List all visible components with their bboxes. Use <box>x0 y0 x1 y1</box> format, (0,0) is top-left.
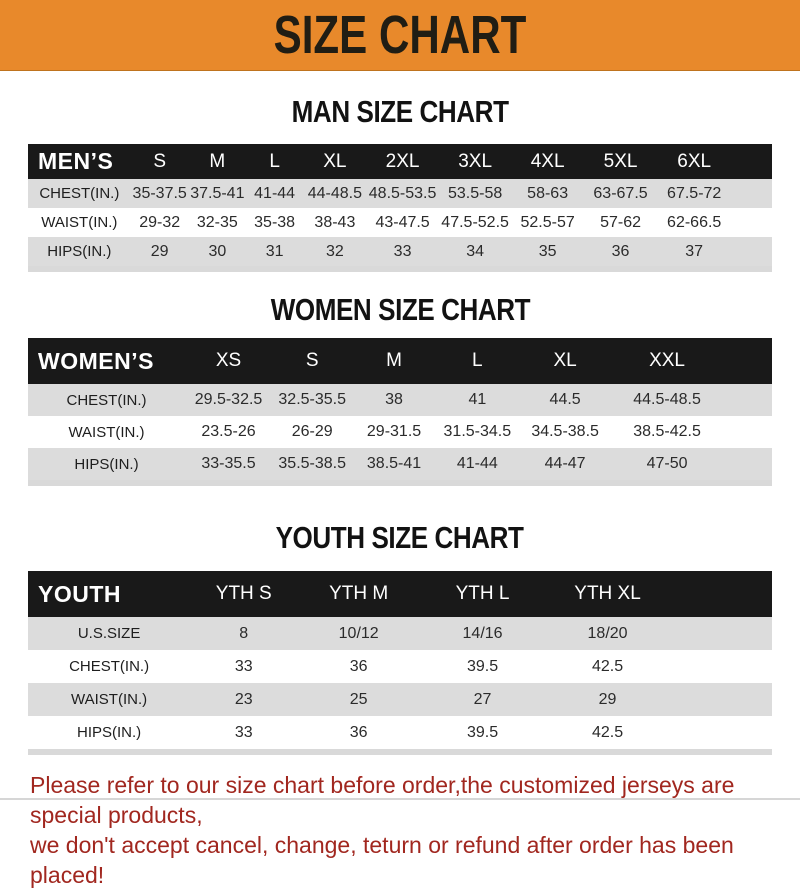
column-header: YTH XL <box>574 583 641 604</box>
size-value-cell: 18/20 <box>587 624 628 642</box>
column-header: XS <box>215 350 242 371</box>
size-value-cell: 37 <box>685 242 704 260</box>
youth-section-title <box>0 520 800 559</box>
size-value-cell: 32-35 <box>196 213 238 231</box>
column-header: L <box>472 350 483 371</box>
size-value-cell: 29-31.5 <box>366 423 422 440</box>
size-value-cell: 37.5-41 <box>190 184 245 202</box>
table-spacer-cell <box>731 144 772 179</box>
size-value-cell: 35 <box>538 242 557 260</box>
row-label: U.S.SIZE <box>77 625 141 642</box>
size-value-cell: 48.5-53.5 <box>368 184 437 202</box>
youth-size-table <box>28 571 772 755</box>
size-value-cell: 43-47.5 <box>375 213 430 231</box>
column-header: XL <box>323 150 347 172</box>
size-value-cell: 29-32 <box>139 213 181 231</box>
table-spacer-cell <box>670 617 772 650</box>
table-row <box>28 384 772 416</box>
size-value-cell: 47-50 <box>646 455 688 472</box>
size-value-cell: 44.5-48.5 <box>633 391 701 408</box>
section-title-text: YOUTH SIZE CHART <box>276 520 524 555</box>
size-value-cell: 31.5-34.5 <box>443 423 512 440</box>
table-header-label: MEN’S <box>38 148 114 174</box>
size-value-cell: 14/16 <box>462 624 503 642</box>
youth-size-chart-section <box>0 520 800 755</box>
size-value-cell: 42.5 <box>591 723 624 741</box>
women-section-title <box>0 292 800 331</box>
size-chart-sections <box>0 94 800 755</box>
table-spacer-cell <box>723 338 772 384</box>
size-value-cell: 36 <box>349 657 368 675</box>
column-header: YTH M <box>329 583 389 604</box>
size-value-cell: 23 <box>234 690 253 708</box>
table-row <box>28 179 772 208</box>
size-value-cell: 33-35.5 <box>201 455 256 472</box>
section-title-text: WOMEN SIZE CHART <box>270 292 530 327</box>
table-header-label: WOMEN’S <box>38 347 154 374</box>
table-row <box>28 716 772 752</box>
footer-note <box>0 770 800 890</box>
column-header: 4XL <box>530 150 565 172</box>
size-value-cell: 36 <box>611 242 630 260</box>
size-value-cell: 52.5-57 <box>520 213 575 231</box>
size-value-cell: 42.5 <box>591 657 624 675</box>
size-value-cell: 31 <box>265 242 284 260</box>
size-value-cell: 34 <box>466 242 484 260</box>
size-value-cell: 32.5-35.5 <box>278 391 346 408</box>
size-value-cell: 41 <box>468 391 487 408</box>
size-value-cell: 29 <box>150 242 169 260</box>
table-row <box>28 237 772 269</box>
women-size-table <box>28 338 772 486</box>
table-spacer-cell <box>670 716 772 752</box>
men-size-table <box>28 144 772 272</box>
table-spacer-cell <box>670 571 772 617</box>
row-label: WAIST(IN.) <box>41 214 118 231</box>
column-header: YTH L <box>455 583 510 604</box>
table-row <box>28 617 772 650</box>
size-value-cell: 36 <box>349 723 368 741</box>
size-value-cell: 23.5-26 <box>201 423 256 440</box>
column-header: L <box>269 150 280 172</box>
table-spacer-cell <box>731 208 772 237</box>
size-value-cell: 58-63 <box>527 184 569 202</box>
size-value-cell: 47.5-52.5 <box>441 213 509 231</box>
size-value-cell: 44-48.5 <box>307 184 363 202</box>
size-value-cell: 8 <box>239 624 249 642</box>
size-value-cell: 38.5-41 <box>366 455 422 472</box>
size-value-cell: 63-67.5 <box>593 184 648 202</box>
size-value-cell: 44.5 <box>549 391 581 408</box>
table-row <box>28 448 772 483</box>
column-header: XL <box>553 350 577 371</box>
men-size-chart-section <box>0 94 800 272</box>
table-row <box>28 650 772 683</box>
size-value-cell: 39.5 <box>466 657 499 675</box>
size-value-cell: 57-62 <box>600 213 641 231</box>
section-title-text: MAN SIZE CHART <box>291 94 509 129</box>
size-value-cell: 33 <box>393 242 412 260</box>
column-header: S <box>153 150 167 172</box>
table-spacer-cell <box>731 237 772 269</box>
size-value-cell: 33 <box>234 657 253 675</box>
column-header: M <box>386 350 402 371</box>
size-value-cell: 26-29 <box>291 423 333 440</box>
column-header: XXL <box>649 350 685 371</box>
size-value-cell: 41-44 <box>254 184 296 202</box>
size-value-cell: 39.5 <box>466 723 499 741</box>
row-label: HIPS(IN.) <box>77 724 142 741</box>
column-header: S <box>305 350 319 371</box>
column-header: 5XL <box>603 150 638 172</box>
size-value-cell: 10/12 <box>338 624 379 642</box>
table-header-row <box>28 338 772 384</box>
row-label: CHEST(IN.) <box>69 658 150 675</box>
size-value-cell: 35-38 <box>254 213 296 231</box>
size-value-cell: 41-44 <box>456 455 498 472</box>
size-value-cell: 38 <box>385 391 403 408</box>
size-value-cell: 34.5-38.5 <box>531 423 599 440</box>
table-spacer-cell <box>723 448 772 483</box>
size-value-cell: 62-66.5 <box>667 213 722 231</box>
size-value-cell: 35.5-38.5 <box>278 455 346 472</box>
table-header-row <box>28 571 772 617</box>
row-label: WAIST(IN.) <box>71 691 148 708</box>
table-row <box>28 208 772 237</box>
table-spacer-cell <box>731 179 772 208</box>
size-value-cell: 32 <box>325 242 344 260</box>
column-header: YTH S <box>215 583 272 604</box>
row-label: CHEST(IN.) <box>66 391 147 409</box>
row-label: HIPS(IN.) <box>74 455 139 473</box>
column-header: 2XL <box>385 150 420 172</box>
size-value-cell: 27 <box>473 690 492 708</box>
column-header: 6XL <box>677 150 712 172</box>
table-spacer-cell <box>723 384 772 416</box>
size-value-cell: 38.5-42.5 <box>633 423 701 440</box>
size-value-cell: 30 <box>208 242 227 260</box>
footer-note-line2: we don't accept cancel, change, teturn or refund after order has been placed! <box>30 832 734 888</box>
size-value-cell: 53.5-58 <box>447 184 503 202</box>
row-label: HIPS(IN.) <box>47 243 112 260</box>
row-label: WAIST(IN.) <box>68 423 145 441</box>
page-title <box>238 5 562 65</box>
women-size-chart-section <box>0 292 800 486</box>
page-title-text: SIZE CHART <box>273 5 527 65</box>
row-label: CHEST(IN.) <box>39 185 120 202</box>
table-header-label: YOUTH <box>38 580 121 607</box>
table-spacer-cell <box>723 416 772 448</box>
size-value-cell: 29.5-32.5 <box>194 391 263 408</box>
size-value-cell: 35-37.5 <box>132 184 187 202</box>
size-value-cell: 29 <box>598 690 617 708</box>
size-value-cell: 67.5-72 <box>667 184 722 202</box>
column-header: M <box>209 150 226 172</box>
size-value-cell: 25 <box>349 690 368 708</box>
table-spacer-cell <box>670 650 772 683</box>
footer-note-line1: Please refer to our size chart before order,the customized jerseys are special products, <box>30 772 735 828</box>
size-value-cell: 38-43 <box>314 213 356 231</box>
table-row <box>28 416 772 448</box>
men-section-title <box>0 94 800 133</box>
table-spacer-cell <box>670 683 772 716</box>
table-header-row <box>28 144 772 179</box>
column-header: 3XL <box>458 150 493 172</box>
table-row <box>28 683 772 716</box>
size-value-cell: 33 <box>234 723 253 741</box>
size-value-cell: 44-47 <box>544 455 586 472</box>
size-chart-banner <box>0 0 800 71</box>
